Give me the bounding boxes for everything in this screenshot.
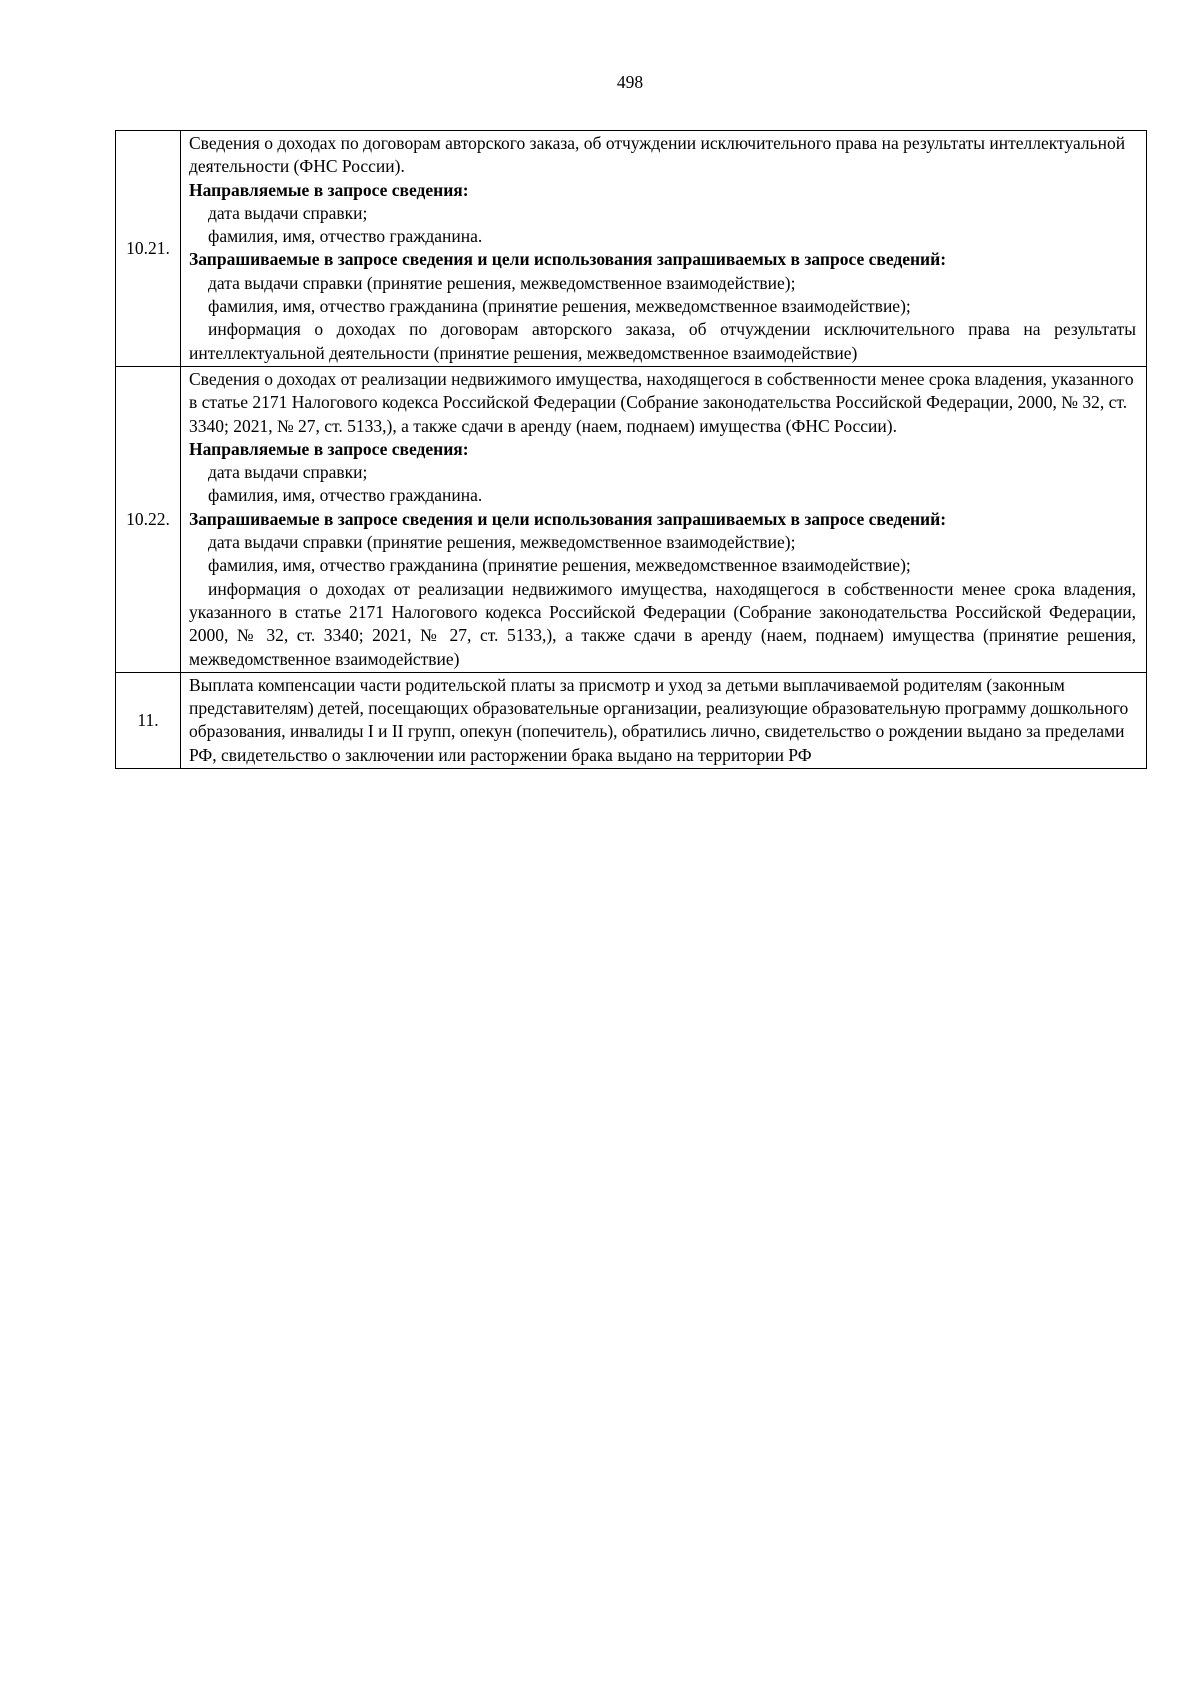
- page-number: 498: [616, 72, 644, 92]
- table-row: [116, 366, 1147, 672]
- row-intro: Сведения о доходах от реализации недвижимого имущества, находящегося в собственности менее срока владения, указанного в статье 2171 Налогового кодекса Российской Федерации (Собрание законодательства Российской Федерации, 2000, № 32, ст. 3340; 2021, № 27, ст. 5133,), а также сдачи в аренду (наем, поднаем) имущества (ФНС России).: [189, 368, 1134, 436]
- row-intro: Сведения о доходах по договорам авторского заказа, об отчуждении исключительного права на результаты интеллектуальной деятельности (ФНС России).: [189, 133, 1126, 177]
- row-content: [181, 672, 1147, 768]
- row-number: 11.: [116, 672, 181, 768]
- table-row: [116, 672, 1147, 768]
- requested-item: дата выдачи справки (принятие решения, межведомственное взаимодействие);: [208, 532, 796, 553]
- row-number: 10.21.: [116, 131, 181, 367]
- requested-item: дата выдачи справки (принятие решения, межведомственное взаимодействие);: [208, 272, 796, 293]
- sent-item: дата выдачи справки;: [208, 202, 368, 223]
- sent-item: фамилия, имя, отчество гражданина.: [208, 226, 483, 247]
- requested-heading: Запрашиваемые в запросе сведения и цели использования запрашиваемых в запросе сведений:: [189, 508, 947, 529]
- requested-item: фамилия, имя, отчество гражданина (принятие решения, межведомственное взаимодействие);: [208, 296, 911, 317]
- requested-item: фамилия, имя, отчество гражданина (принятие решения, межведомственное взаимодействие);: [208, 555, 911, 576]
- row-number: 10.22.: [116, 366, 181, 672]
- sent-heading: Направляемые в запросе сведения:: [189, 179, 469, 200]
- requested-item: информация о доходах от реализации недвижимого имущества, находящегося в собственности менее срока владения, указанного в статье 2171 Налогового кодекса Российской Федерации (Собрание законодательства Российской Федерации, 2000, № 32, ст. 3340; 2021, № 27, ст. 5133,), а также сдачи в аренду (наем, поднаем) имущества (принятие решения, межведомственное взаимодействие): [189, 578, 1136, 669]
- row-content: [181, 131, 1147, 367]
- row-content: [181, 366, 1147, 672]
- row-intro: Выплата компенсации части родительской платы за присмотр и уход за детьми выплачиваемой родителям (законным представителям) детей, посещающих образовательные организации, реализующие образовательную программу дошкольного образования, инвалиды I и II групп, опекун (попечитель), обратились лично, свидетельство о рождении выдано за пределами РФ, свидетельство о заключении или расторжении брака выдано на территории РФ: [189, 674, 1129, 765]
- sent-item: дата выдачи справки;: [208, 462, 368, 483]
- sent-heading: Направляемые в запросе сведения:: [189, 438, 469, 459]
- requested-item: информация о доходах по договорам авторского заказа, об отчуждении исключительного права на результаты интеллектуальной деятельности (принятие решения, межведомственное взаимодействие): [189, 319, 1136, 363]
- requested-heading: Запрашиваемые в запросе сведения и цели использования запрашиваемых в запросе сведений:: [189, 249, 947, 270]
- table-row: [116, 131, 1147, 367]
- sent-item: фамилия, имя, отчество гражданина.: [208, 485, 483, 506]
- document-table: [115, 130, 1147, 769]
